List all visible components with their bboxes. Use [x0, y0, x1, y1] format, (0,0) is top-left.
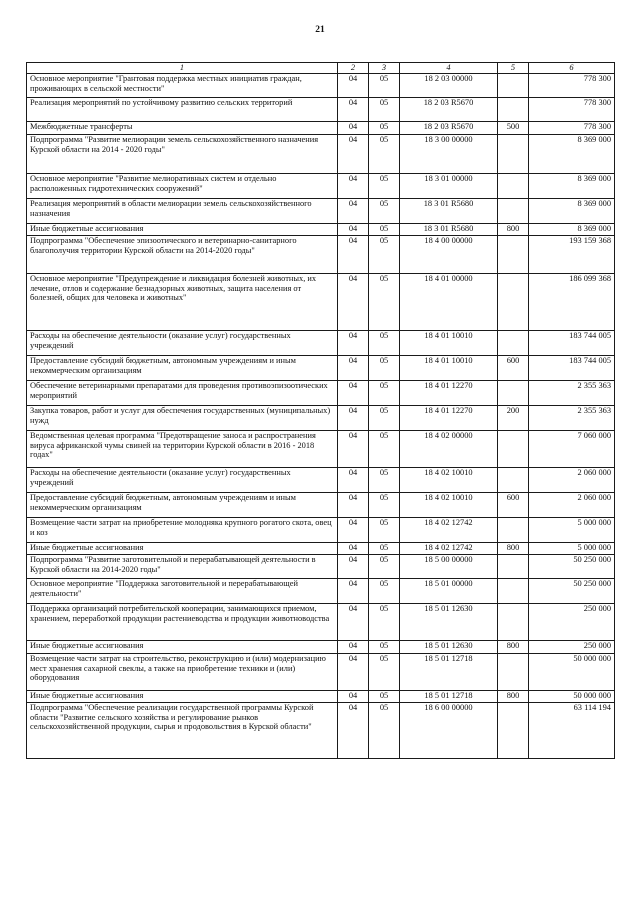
row-target-article-code: 18 4 01 10010 — [400, 330, 498, 355]
row-subsection-code: 05 — [369, 330, 400, 355]
row-section-code: 04 — [338, 640, 369, 653]
row-section-code: 04 — [338, 223, 369, 235]
row-amount: 2 060 000 — [529, 467, 615, 492]
row-name-cell: Реализация мероприятий по устойчивому развитию сельских территорий — [27, 97, 338, 121]
table-row — [27, 380, 615, 405]
row-expense-type-code: 500 — [498, 121, 529, 134]
row-amount: 5 000 000 — [529, 542, 615, 554]
row-subsection-code: 05 — [369, 134, 400, 173]
row-section-code: 04 — [338, 198, 369, 223]
row-subsection-code: 05 — [369, 467, 400, 492]
row-subsection-code: 05 — [369, 492, 400, 517]
row-target-article-code: 18 4 02 00000 — [400, 430, 498, 467]
row-amount: 8 369 000 — [529, 173, 615, 198]
row-subsection-code: 05 — [369, 603, 400, 640]
row-amount: 778 300 — [529, 73, 615, 97]
row-amount: 50 000 000 — [529, 690, 615, 702]
row-section-code: 04 — [338, 330, 369, 355]
header-cell: 4 — [400, 63, 498, 74]
row-target-article-code: 18 4 01 10010 — [400, 355, 498, 380]
table-row — [27, 235, 615, 273]
table-row — [27, 467, 615, 492]
row-amount: 183 744 005 — [529, 330, 615, 355]
row-target-article-code: 18 4 02 10010 — [400, 467, 498, 492]
row-subsection-code: 05 — [369, 97, 400, 121]
row-target-article-code: 18 4 02 12742 — [400, 517, 498, 542]
row-subsection-code: 05 — [369, 640, 400, 653]
header-cell: 1 — [27, 63, 338, 74]
row-subsection-code: 05 — [369, 355, 400, 380]
row-target-article-code: 18 5 01 12630 — [400, 640, 498, 653]
table-row — [27, 330, 615, 355]
row-name-cell: Основное мероприятие "Предупреждение и ликвидация болезней животных, их лечение, отлов и содержание безнадзорных животных, защита населения от болезней, общих для человека и животных" — [27, 273, 338, 330]
row-expense-type-code — [498, 73, 529, 97]
row-subsection-code: 05 — [369, 223, 400, 235]
row-target-article-code: 18 5 01 12630 — [400, 603, 498, 640]
row-section-code: 04 — [338, 235, 369, 273]
row-subsection-code: 05 — [369, 702, 400, 758]
row-section-code: 04 — [338, 73, 369, 97]
row-expense-type-code: 800 — [498, 640, 529, 653]
row-name-cell: Предоставление субсидий бюджетным, автономным учреждениям и иным некоммерческим организациям — [27, 355, 338, 380]
row-subsection-code: 05 — [369, 235, 400, 273]
row-amount: 778 300 — [529, 121, 615, 134]
row-name-cell: Расходы на обеспечение деятельности (оказание услуг) государственных учреждений — [27, 330, 338, 355]
table-row — [27, 273, 615, 330]
row-subsection-code: 05 — [369, 198, 400, 223]
table-row — [27, 173, 615, 198]
row-name-cell: Основное мероприятие "Развитие мелиоративных систем и отдельно расположенных гидротехнических сооружений" — [27, 173, 338, 198]
row-subsection-code: 05 — [369, 121, 400, 134]
row-target-article-code: 18 5 01 12718 — [400, 690, 498, 702]
row-expense-type-code: 800 — [498, 223, 529, 235]
table-row — [27, 702, 615, 758]
row-name-cell: Предоставление субсидий бюджетным, автономным учреждениям и иным некоммерческим организациям — [27, 492, 338, 517]
table-row — [27, 542, 615, 554]
row-amount: 186 099 368 — [529, 273, 615, 330]
row-section-code: 04 — [338, 121, 369, 134]
row-target-article-code: 18 2 03 R5670 — [400, 121, 498, 134]
row-subsection-code: 05 — [369, 380, 400, 405]
row-target-article-code: 18 4 00 00000 — [400, 235, 498, 273]
row-subsection-code: 05 — [369, 554, 400, 578]
row-target-article-code: 18 5 01 00000 — [400, 578, 498, 603]
row-expense-type-code — [498, 517, 529, 542]
row-expense-type-code: 200 — [498, 405, 529, 430]
row-name-cell: Возмещение части затрат на приобретение молодняка крупного рогатого скота, овец и коз — [27, 517, 338, 542]
row-target-article-code: 18 5 00 00000 — [400, 554, 498, 578]
row-target-article-code: 18 4 01 12270 — [400, 380, 498, 405]
row-name-cell: Иные бюджетные ассигнования — [27, 223, 338, 235]
row-section-code: 04 — [338, 603, 369, 640]
row-target-article-code: 18 3 00 00000 — [400, 134, 498, 173]
table-row — [27, 97, 615, 121]
row-subsection-code: 05 — [369, 273, 400, 330]
row-subsection-code: 05 — [369, 430, 400, 467]
row-name-cell: Подпрограмма "Развитие заготовительной и перерабатывающей деятельности в Курской области на 2014-2020 годы" — [27, 554, 338, 578]
row-name-cell: Подпрограмма "Обеспечение эпизоотического и ветеринарно-санитарного благополучия территории Курской области на 2014-2020 годы" — [27, 235, 338, 273]
table-row — [27, 223, 615, 235]
row-subsection-code: 05 — [369, 578, 400, 603]
row-subsection-code: 05 — [369, 517, 400, 542]
row-amount: 250 000 — [529, 603, 615, 640]
row-subsection-code: 05 — [369, 542, 400, 554]
row-name-cell: Иные бюджетные ассигнования — [27, 542, 338, 554]
row-amount: 2 355 363 — [529, 380, 615, 405]
row-name-cell: Обеспечение ветеринарными препаратами для проведения противоэпизоотических мероприятий — [27, 380, 338, 405]
row-section-code: 04 — [338, 542, 369, 554]
row-amount: 8 369 000 — [529, 134, 615, 173]
row-amount: 193 159 368 — [529, 235, 615, 273]
row-subsection-code: 05 — [369, 690, 400, 702]
table-row — [27, 554, 615, 578]
table-row — [27, 405, 615, 430]
row-amount: 8 369 000 — [529, 198, 615, 223]
row-section-code: 04 — [338, 273, 369, 330]
row-amount: 50 250 000 — [529, 554, 615, 578]
row-expense-type-code — [498, 273, 529, 330]
table-row — [27, 492, 615, 517]
row-section-code: 04 — [338, 690, 369, 702]
row-expense-type-code — [498, 198, 529, 223]
row-target-article-code: 18 4 01 12270 — [400, 405, 498, 430]
row-subsection-code: 05 — [369, 73, 400, 97]
row-section-code: 04 — [338, 578, 369, 603]
row-section-code: 04 — [338, 467, 369, 492]
row-amount: 778 300 — [529, 97, 615, 121]
row-amount: 2 355 363 — [529, 405, 615, 430]
row-expense-type-code — [498, 430, 529, 467]
row-name-cell: Закупка товаров, работ и услуг для обеспечения государственных (муниципальных) нужд — [27, 405, 338, 430]
row-target-article-code: 18 5 01 12718 — [400, 653, 498, 690]
header-cell: 6 — [529, 63, 615, 74]
table-row — [27, 690, 615, 702]
row-name-cell: Межбюджетные трансферты — [27, 121, 338, 134]
row-target-article-code: 18 3 01 R5680 — [400, 198, 498, 223]
row-expense-type-code — [498, 134, 529, 173]
row-section-code: 04 — [338, 702, 369, 758]
row-target-article-code: 18 4 02 10010 — [400, 492, 498, 517]
row-expense-type-code — [498, 380, 529, 405]
row-expense-type-code — [498, 235, 529, 273]
row-section-code: 04 — [338, 554, 369, 578]
row-target-article-code: 18 4 01 00000 — [400, 273, 498, 330]
table-row — [27, 640, 615, 653]
table-row — [27, 121, 615, 134]
table-header-row — [27, 63, 615, 74]
row-section-code: 04 — [338, 517, 369, 542]
table-row — [27, 134, 615, 173]
header-cell: 2 — [338, 63, 369, 74]
table-row — [27, 73, 615, 97]
row-expense-type-code — [498, 97, 529, 121]
row-expense-type-code — [498, 702, 529, 758]
row-subsection-code: 05 — [369, 173, 400, 198]
row-target-article-code: 18 6 00 00000 — [400, 702, 498, 758]
table-row — [27, 517, 615, 542]
row-amount: 183 744 005 — [529, 355, 615, 380]
budget-table — [26, 62, 615, 759]
row-expense-type-code — [498, 578, 529, 603]
row-name-cell: Подпрограмма "Развитие мелиорации земель сельскохозяйственного назначения Курской области на 2014 - 2020 годы" — [27, 134, 338, 173]
header-cell: 3 — [369, 63, 400, 74]
row-target-article-code: 18 2 03 R5670 — [400, 97, 498, 121]
row-name-cell: Возмещение части затрат на строительство, реконструкцию и (или) модернизацию мест хранения сахарной свеклы, а также на приобретение техники и (или) оборудования — [27, 653, 338, 690]
table-row — [27, 355, 615, 380]
row-section-code: 04 — [338, 97, 369, 121]
header-cell: 5 — [498, 63, 529, 74]
row-target-article-code: 18 3 01 00000 — [400, 173, 498, 198]
row-expense-type-code: 600 — [498, 492, 529, 517]
row-section-code: 04 — [338, 380, 369, 405]
row-subsection-code: 05 — [369, 405, 400, 430]
row-section-code: 04 — [338, 492, 369, 517]
row-subsection-code: 05 — [369, 653, 400, 690]
row-target-article-code: 18 3 01 R5680 — [400, 223, 498, 235]
row-section-code: 04 — [338, 355, 369, 380]
row-section-code: 04 — [338, 173, 369, 198]
table-row — [27, 603, 615, 640]
page-number: 21 — [315, 25, 325, 35]
row-amount: 8 369 000 — [529, 223, 615, 235]
row-name-cell: Расходы на обеспечение деятельности (оказание услуг) государственных учреждений — [27, 467, 338, 492]
row-name-cell: Иные бюджетные ассигнования — [27, 690, 338, 702]
table-row — [27, 430, 615, 467]
row-amount: 5 000 000 — [529, 517, 615, 542]
row-amount: 63 114 194 — [529, 702, 615, 758]
row-expense-type-code: 800 — [498, 690, 529, 702]
row-expense-type-code — [498, 653, 529, 690]
row-amount: 250 000 — [529, 640, 615, 653]
table-row — [27, 198, 615, 223]
row-amount: 7 060 000 — [529, 430, 615, 467]
row-name-cell: Реализация мероприятий в области мелиорации земель сельскохозяйственного назначения — [27, 198, 338, 223]
row-section-code: 04 — [338, 405, 369, 430]
row-name-cell: Основное мероприятие "Поддержка заготовительной и перерабатывающей деятельности" — [27, 578, 338, 603]
row-amount: 50 000 000 — [529, 653, 615, 690]
row-expense-type-code — [498, 467, 529, 492]
row-amount: 2 060 000 — [529, 492, 615, 517]
row-target-article-code: 18 2 03 00000 — [400, 73, 498, 97]
table-row — [27, 653, 615, 690]
row-name-cell: Подпрограмма "Обеспечение реализации государственной программы Курской области "Развитие сельского хозяйства и регулирование рынков сельскохозяйственной продукции, сырья и продовольствия в Курской области" — [27, 702, 338, 758]
row-expense-type-code: 600 — [498, 355, 529, 380]
row-expense-type-code — [498, 330, 529, 355]
row-name-cell: Ведомственная целевая программа "Предотвращение заноса и распространения вируса африканской чумы свиней на территории Курской области в 2016 - 2018 годах" — [27, 430, 338, 467]
row-section-code: 04 — [338, 653, 369, 690]
row-target-article-code: 18 4 02 12742 — [400, 542, 498, 554]
table-row — [27, 578, 615, 603]
row-expense-type-code: 800 — [498, 542, 529, 554]
row-amount: 50 250 000 — [529, 578, 615, 603]
row-name-cell: Поддержка организаций потребительской кооперации, занимающихся приемом, хранением, переработкой продукции растениеводства и продукции животноводства — [27, 603, 338, 640]
row-expense-type-code — [498, 603, 529, 640]
row-section-code: 04 — [338, 134, 369, 173]
row-expense-type-code — [498, 173, 529, 198]
row-name-cell: Иные бюджетные ассигнования — [27, 640, 338, 653]
row-name-cell: Основное мероприятие "Грантовая поддержка местных инициатив граждан, проживающих в сельской местности" — [27, 73, 338, 97]
row-expense-type-code — [498, 554, 529, 578]
row-section-code: 04 — [338, 430, 369, 467]
